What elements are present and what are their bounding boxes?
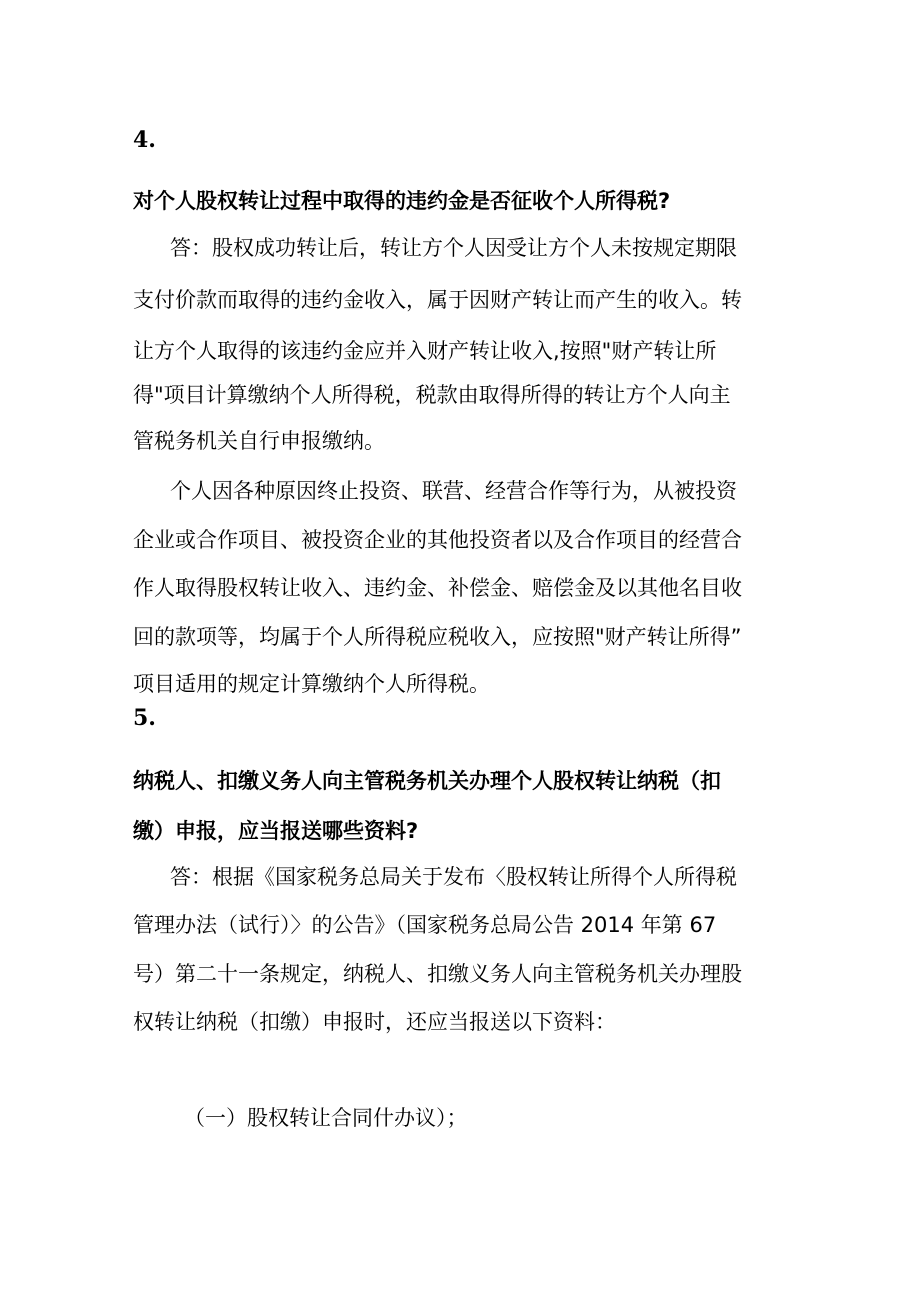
question-4-heading: 对个人股权转让过程中取得的违约金是否征收个人所得税?	[133, 189, 671, 213]
answer-5-line-1: 答：根据《国家税务总局关于发布〈股权转让所得个人所得税	[170, 865, 737, 889]
question-5-heading-line-1: 纳税人、扣缴义务人向主管税务机关办理个人股权转让纳税（扣	[133, 769, 721, 793]
answer-4-line-1: 答：股权成功转让后，转让方个人因受让方个人未按规定期限	[170, 236, 737, 260]
section-number-4: 4.	[133, 127, 156, 153]
list-item-1: （一）股权转让合同什办议）；	[184, 1106, 468, 1130]
answer-5-line-2: 管理办法（试行）〉的公告》（国家税务总局公告 2014 年第 67	[133, 913, 717, 937]
answer-5-line-4: 权转让纳税（扣缴）申报时，还应当报送以下资料：	[133, 1010, 616, 1034]
answer-4-p2-line-3: 作人取得股权转让收入、违约金、补偿金、赔偿金及以其他名目收	[133, 576, 742, 600]
answer-4-p2-line-2: 企业或合作项目、被投资企业的其他投资者以及合作项目的经营合	[133, 528, 742, 552]
answer-4-p2-line-4: 回的款项等，均属于个人所得税应税收入，应按照"财产转让所得”	[133, 625, 742, 649]
answer-4-line-3: 让方个人取得的该违约金应并入财产转让收入,按照"财产转让所	[133, 339, 717, 363]
answer-4-line-5: 管税务机关自行申报缴纳。	[133, 429, 385, 453]
answer-5-line-3: 号）第二十一条规定，纳税人、扣缴义务人向主管税务机关办理股	[133, 962, 742, 986]
answer-4-p2-line-1: 个人因各种原因终止投资、联营、经营合作等行为，从被投资	[170, 479, 737, 503]
answer-4-p2-line-5: 项目适用的规定计算缴纳个人所得税。	[133, 672, 490, 696]
answer-4-line-2: 支付价款而取得的违约金收入，属于因财产转让而产生的收入。转	[133, 288, 742, 312]
answer-4-line-4: 得"项目计算缴纳个人所得税，税款由取得所得的转让方个人向主	[133, 383, 731, 407]
section-number-5: 5.	[133, 705, 156, 731]
question-5-heading-line-2: 缴）申报，应当报送哪些资料?	[133, 819, 419, 843]
